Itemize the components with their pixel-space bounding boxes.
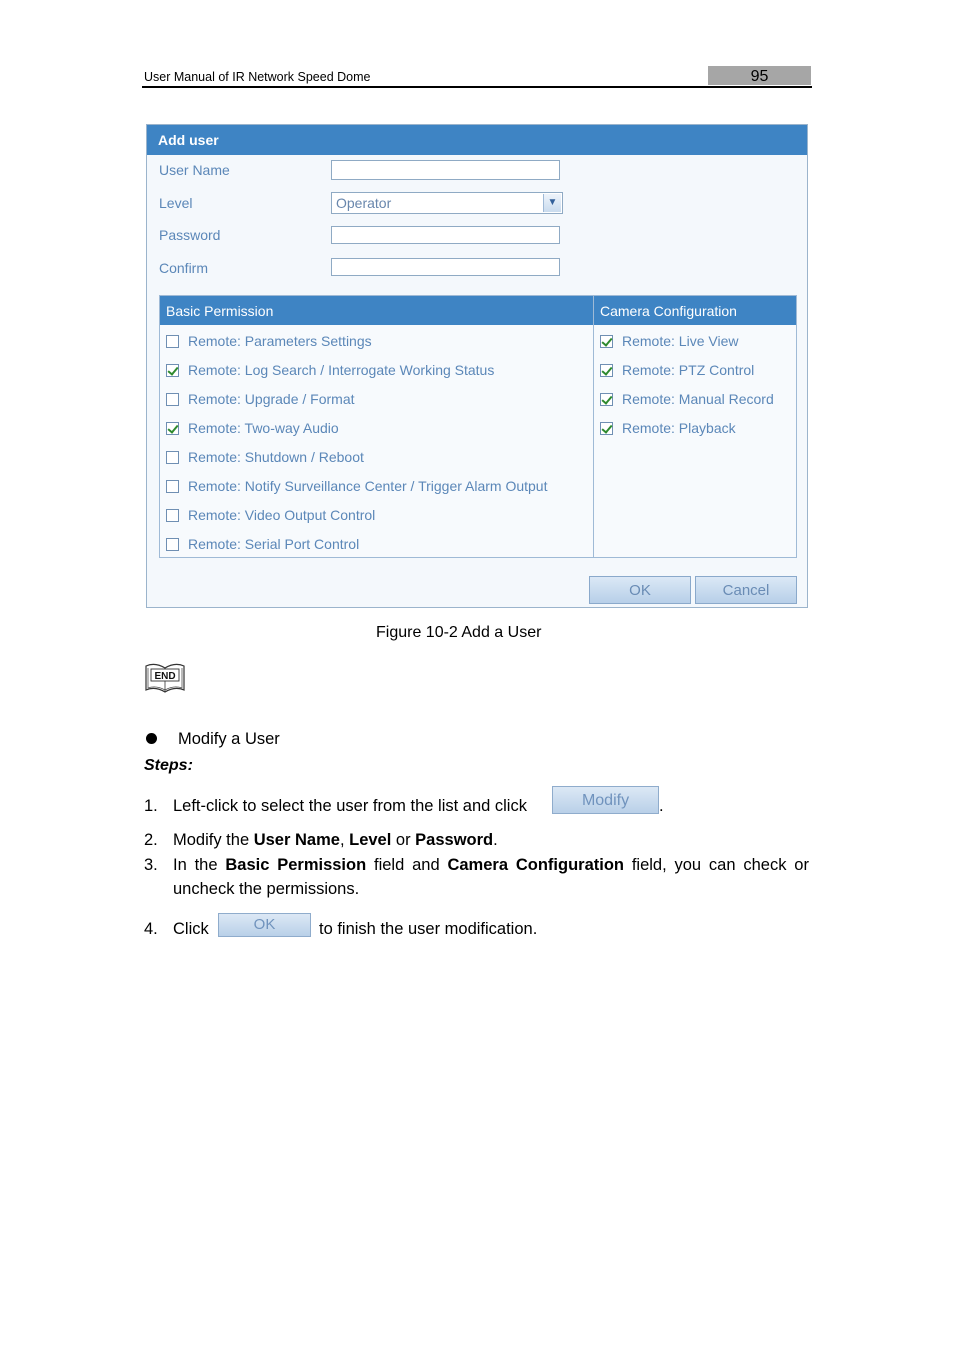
camera-configuration-checkbox[interactable] (600, 422, 613, 435)
step4-click: Click (173, 920, 209, 938)
basic-permission-checkbox[interactable] (166, 364, 179, 377)
camera-configuration-label: Remote: PTZ Control (622, 362, 755, 378)
manual-title: User Manual of IR Network Speed Dome (144, 70, 371, 84)
user-name-label: User Name (159, 162, 230, 178)
chevron-down-icon[interactable]: ▼ (543, 194, 561, 212)
camera-configuration-row (600, 360, 790, 380)
modify-button[interactable]: Modify (552, 786, 659, 814)
level-select[interactable] (331, 192, 563, 214)
ok-inline-button[interactable]: OK (218, 913, 311, 937)
basic-permission-checkbox[interactable] (166, 451, 179, 464)
basic-permission-checkbox[interactable] (166, 538, 179, 551)
end-book-icon (144, 660, 186, 701)
basic-permission-label: Remote: Shutdown / Reboot (188, 449, 364, 465)
level-label: Level (159, 195, 193, 211)
panel-divider (593, 296, 594, 557)
basic-permission-row (166, 360, 586, 380)
header-rule (142, 86, 812, 88)
basic-permission-row (166, 476, 586, 496)
basic-permission-row (166, 389, 586, 409)
basic-permission-checkbox[interactable] (166, 480, 179, 493)
basic-permission-label: Remote: Video Output Control (188, 507, 376, 523)
camera-configuration-row (600, 418, 790, 438)
basic-permission-row (166, 447, 586, 467)
level-value: Operator (336, 195, 392, 211)
user-name-input[interactable] (331, 160, 560, 180)
step2-text: Modify the User Name, Level or Password. (173, 831, 498, 849)
confirm-input[interactable] (331, 258, 560, 276)
basic-permission-checkbox[interactable] (166, 393, 179, 406)
step3-text: In the Basic Permission field and Camera Configuration field, you can check or (173, 856, 809, 874)
basic-permission-row (166, 505, 586, 525)
camera-configuration-label: Remote: Playback (622, 420, 736, 436)
bullet-dot (146, 733, 157, 744)
camera-configuration-header: Camera Configuration (594, 296, 796, 325)
camera-configuration-checkbox[interactable] (600, 364, 613, 377)
basic-permission-checkbox[interactable] (166, 422, 179, 435)
step3-number: 3. (144, 856, 158, 874)
basic-permission-row (166, 418, 586, 438)
basic-permission-label: Remote: Two-way Audio (188, 420, 339, 436)
basic-permission-label: Remote: Parameters Settings (188, 333, 372, 349)
step3-text-line2: uncheck the permissions. (173, 880, 360, 898)
camera-configuration-checkbox[interactable] (600, 335, 613, 348)
figure-caption: Figure 10-2 Add a User (376, 624, 542, 641)
basic-permission-row (166, 534, 586, 554)
dialog-title: Add user (147, 125, 807, 155)
ok-button[interactable]: OK (589, 576, 691, 604)
camera-configuration-row (600, 331, 790, 351)
basic-permission-label: Remote: Upgrade / Format (188, 391, 355, 407)
basic-permission-checkbox[interactable] (166, 509, 179, 522)
steps-label: Steps: (144, 757, 193, 774)
basic-permission-row (166, 331, 586, 351)
confirm-label: Confirm (159, 260, 209, 276)
basic-permission-label: Remote: Serial Port Control (188, 536, 360, 552)
basic-permission-label: Remote: Log Search / Interrogate Working Status (188, 362, 495, 378)
step2-number: 2. (144, 831, 158, 849)
camera-configuration-row (600, 389, 790, 409)
camera-configuration-label: Remote: Manual Record (622, 391, 774, 407)
step1-text: Left-click to select the user from the list and click (173, 797, 527, 815)
password-input[interactable] (331, 226, 560, 244)
basic-permission-label: Remote: Notify Surveillance Center / Trigger Alarm Output (188, 478, 548, 494)
page-number: 95 (708, 66, 811, 85)
end-icon-text: END (154, 671, 176, 682)
step1-period: . (659, 797, 664, 815)
camera-configuration-checkbox[interactable] (600, 393, 613, 406)
basic-permission-checkbox[interactable] (166, 335, 179, 348)
step4-text: to finish the user modification. (319, 920, 538, 938)
basic-permission-header: Basic Permission (160, 296, 593, 325)
permissions-panel (159, 295, 797, 558)
password-label: Password (159, 227, 221, 243)
section-title: Modify a User (178, 730, 280, 748)
step4-number: 4. (144, 920, 158, 938)
step1-number: 1. (144, 797, 158, 815)
add-user-dialog (146, 124, 808, 608)
camera-configuration-label: Remote: Live View (622, 333, 739, 349)
cancel-button[interactable]: Cancel (695, 576, 797, 604)
